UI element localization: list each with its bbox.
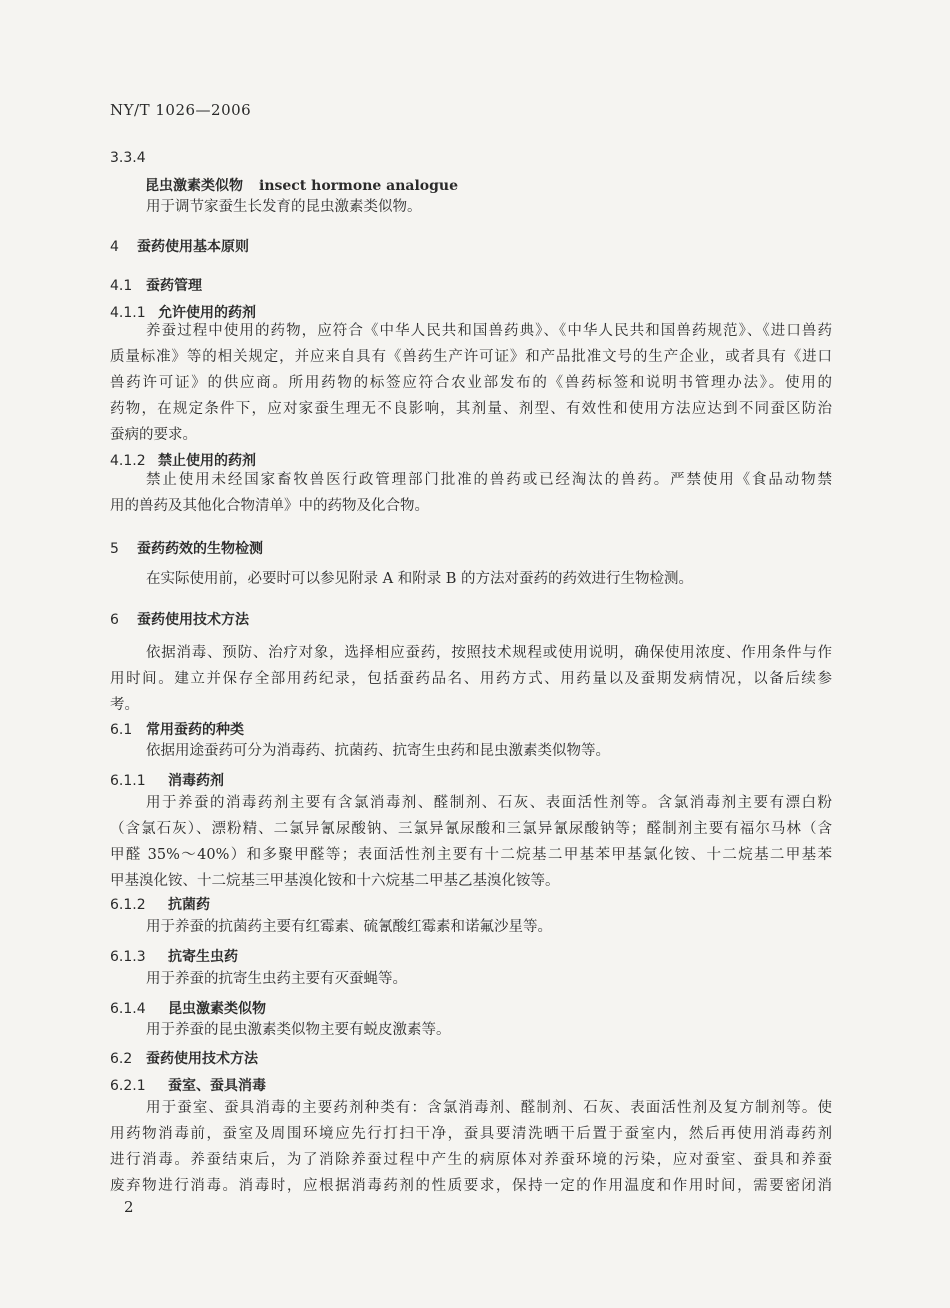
paragraph-4-1-1 xyxy=(110,318,832,448)
section-number: 6.1.4 xyxy=(110,1001,146,1017)
section-number: 5 xyxy=(110,541,119,557)
paragraph-line: 甲基溴化铵、十二烷基三甲基溴化铵和十六烷基二甲基乙基溴化铵等。 xyxy=(110,873,560,889)
section-heading-4-1 xyxy=(110,275,202,295)
paragraph-line: 用于养蚕的消毒药剂主要有含氯消毒剂、醛制剂、石灰、表面活性剂等。含氯消毒剂主要有漂白粉 xyxy=(146,795,832,811)
section-number: 6.1.2 xyxy=(110,897,146,913)
section-title: 消毒药剂 xyxy=(168,773,224,789)
section-number: 6.1 xyxy=(110,722,133,738)
section-number: 6.2 xyxy=(110,1051,133,1067)
paragraph-4-1-2 xyxy=(110,467,832,519)
paragraph-5 xyxy=(110,566,832,592)
section-number: 6.1.1 xyxy=(110,773,146,789)
paragraph-6-1-3 xyxy=(110,966,832,992)
section-number: 6.2.1 xyxy=(110,1078,146,1094)
section-number: 4.1 xyxy=(110,278,133,294)
paragraph-6 xyxy=(110,640,832,718)
paragraph-line: 用的兽药及其他化合物清单》中的药物及化合物。 xyxy=(110,498,429,514)
paragraph-line: （含氯石灰）、漂粉精、二氯异氰尿酸钠、三氯异氰尿酸和三氯异氰尿酸钠等；醛制剂主要有福尔马林（含 xyxy=(110,821,832,837)
section-heading-6-2 xyxy=(110,1048,258,1068)
paragraph-line: 用于养蚕的抗菌药主要有红霉素、硫氰酸红霉素和诺氟沙星等。 xyxy=(146,919,552,935)
paragraph-line: 用于养蚕的昆虫激素类似物主要有蜕皮激素等。 xyxy=(146,1022,451,1038)
term-definition xyxy=(110,194,832,220)
section-number: 4.1.2 xyxy=(110,453,146,469)
section-title: 允许使用的药剂 xyxy=(158,305,256,321)
paragraph-line: 在实际使用前，必要时可以参见附录 A 和附录 B 的方法对蚕药的药效进行生物检测。 xyxy=(146,571,694,587)
section-heading-6-2-1 xyxy=(110,1075,266,1095)
section-title: 蚕药使用基本原则 xyxy=(137,239,249,255)
section-title: 蚕药药效的生物检测 xyxy=(137,541,263,557)
paragraph-line: 甲醛 35%～40%）和多聚甲醛等；表面活性剂主要有十二烷基二甲基苯甲基氯化铵、十二烷基二甲基苯 xyxy=(110,847,832,863)
paragraph-line: 用时间。建立并保存全部用药纪录，包括蚕药品名、用药方式、用药量以及蚕期发病情况，以备后续参 xyxy=(110,671,832,687)
paragraph-line: 用于蚕室、蚕具消毒的主要药剂种类有：含氯消毒剂、醛制剂、石灰、表面活性剂及复方制剂等。使 xyxy=(146,1100,832,1116)
section-title: 蚕室、蚕具消毒 xyxy=(168,1078,266,1094)
paragraph-line: 禁止使用未经国家畜牧兽医行政管理部门批准的兽药或已经淘汰的兽药。严禁使用《食品动物禁 xyxy=(146,472,832,488)
section-title: 常用蚕药的种类 xyxy=(146,722,244,738)
section-number: 4.1.1 xyxy=(110,305,146,321)
section-heading-4 xyxy=(110,236,249,256)
section-title: 蚕药使用技术方法 xyxy=(146,1051,258,1067)
paragraph-line: 用于养蚕的抗寄生虫药主要有灭蚕蝇等。 xyxy=(146,971,407,987)
paragraph-6-1-1 xyxy=(110,790,832,894)
paragraph-6-2-1 xyxy=(110,1095,832,1199)
paragraph-line: 兽药许可证》的供应商。所用药物的标签应符合农业部发布的《兽药标签和说明书管理办法》。使用的 xyxy=(110,375,832,391)
standard-code-header: NY/T 1026—2006 xyxy=(110,101,252,119)
paragraph-line: 依据消毒、预防、治疗对象，选择相应蚕药，按照技术规程或使用说明，确保使用浓度、作用条件与作 xyxy=(146,645,832,661)
paragraph-line: 养蚕过程中使用的药物，应符合《中华人民共和国兽药典》、《中华人民共和国兽药规范》、《进口兽药 xyxy=(146,323,832,339)
section-title: 昆虫激素类似物 xyxy=(168,1001,266,1017)
section-heading-6-1-3 xyxy=(110,946,238,966)
section-number: 6.1.3 xyxy=(110,949,146,965)
section-title: 蚕药管理 xyxy=(146,278,202,294)
section-title: 蚕药使用技术方法 xyxy=(137,612,249,628)
paragraph-line: 用于调节家蚕生长发育的昆虫激素类似物。 xyxy=(146,199,422,215)
section-heading-5 xyxy=(110,538,263,558)
term-heading xyxy=(145,175,458,195)
clause-number-3-3-4: 3.3.4 xyxy=(110,150,146,166)
paragraph-6-1-4 xyxy=(110,1017,832,1043)
section-heading-6-1-4 xyxy=(110,998,266,1018)
term-zh: 昆虫激素类似物 xyxy=(145,178,243,194)
section-title: 抗寄生虫药 xyxy=(168,949,238,965)
paragraph-line: 进行消毒。养蚕结束后，为了消除养蚕过程中产生的病原体对养蚕环境的污染，应对蚕室、蚕具和养蚕 xyxy=(110,1152,832,1168)
paragraph-line: 依据用途蚕药可分为消毒药、抗菌药、抗寄生虫药和昆虫激素类似物等。 xyxy=(146,743,610,759)
paragraph-line: 蚕病的要求。 xyxy=(110,427,197,443)
paragraph-line: 用药物消毒前，蚕室及周围环境应先行打扫干净，蚕具要清洗晒干后置于蚕室内，然后再使用消毒药剂 xyxy=(110,1126,832,1142)
paragraph-line: 质量标准》等的相关规定，并应来自具有《兽药生产许可证》和产品批准文号的生产企业，或者具有《进口 xyxy=(110,349,832,365)
section-title: 禁止使用的药剂 xyxy=(158,453,256,469)
paragraph-6-1 xyxy=(110,738,832,764)
section-heading-6-1 xyxy=(110,719,244,739)
paragraph-6-1-2 xyxy=(110,914,832,940)
section-heading-6-1-2 xyxy=(110,894,210,914)
paragraph-line: 药物，在规定条件下，应对家蚕生理无不良影响，其剂量、剂型、有效性和使用方法应达到不同蚕区防治 xyxy=(110,401,832,417)
section-number: 6 xyxy=(110,612,119,628)
section-heading-6 xyxy=(110,609,249,629)
section-number: 4 xyxy=(110,239,119,255)
term-en: insect hormone analogue xyxy=(259,178,459,194)
paragraph-line: 废弃物进行消毒。消毒时，应根据消毒药剂的性质要求，保持一定的作用温度和作用时间，需要密闭消 xyxy=(110,1178,832,1194)
section-heading-6-1-1 xyxy=(110,770,224,790)
page-number: 2 xyxy=(124,1198,134,1216)
section-title: 抗菌药 xyxy=(168,897,210,913)
paragraph-line: 考。 xyxy=(110,697,139,713)
